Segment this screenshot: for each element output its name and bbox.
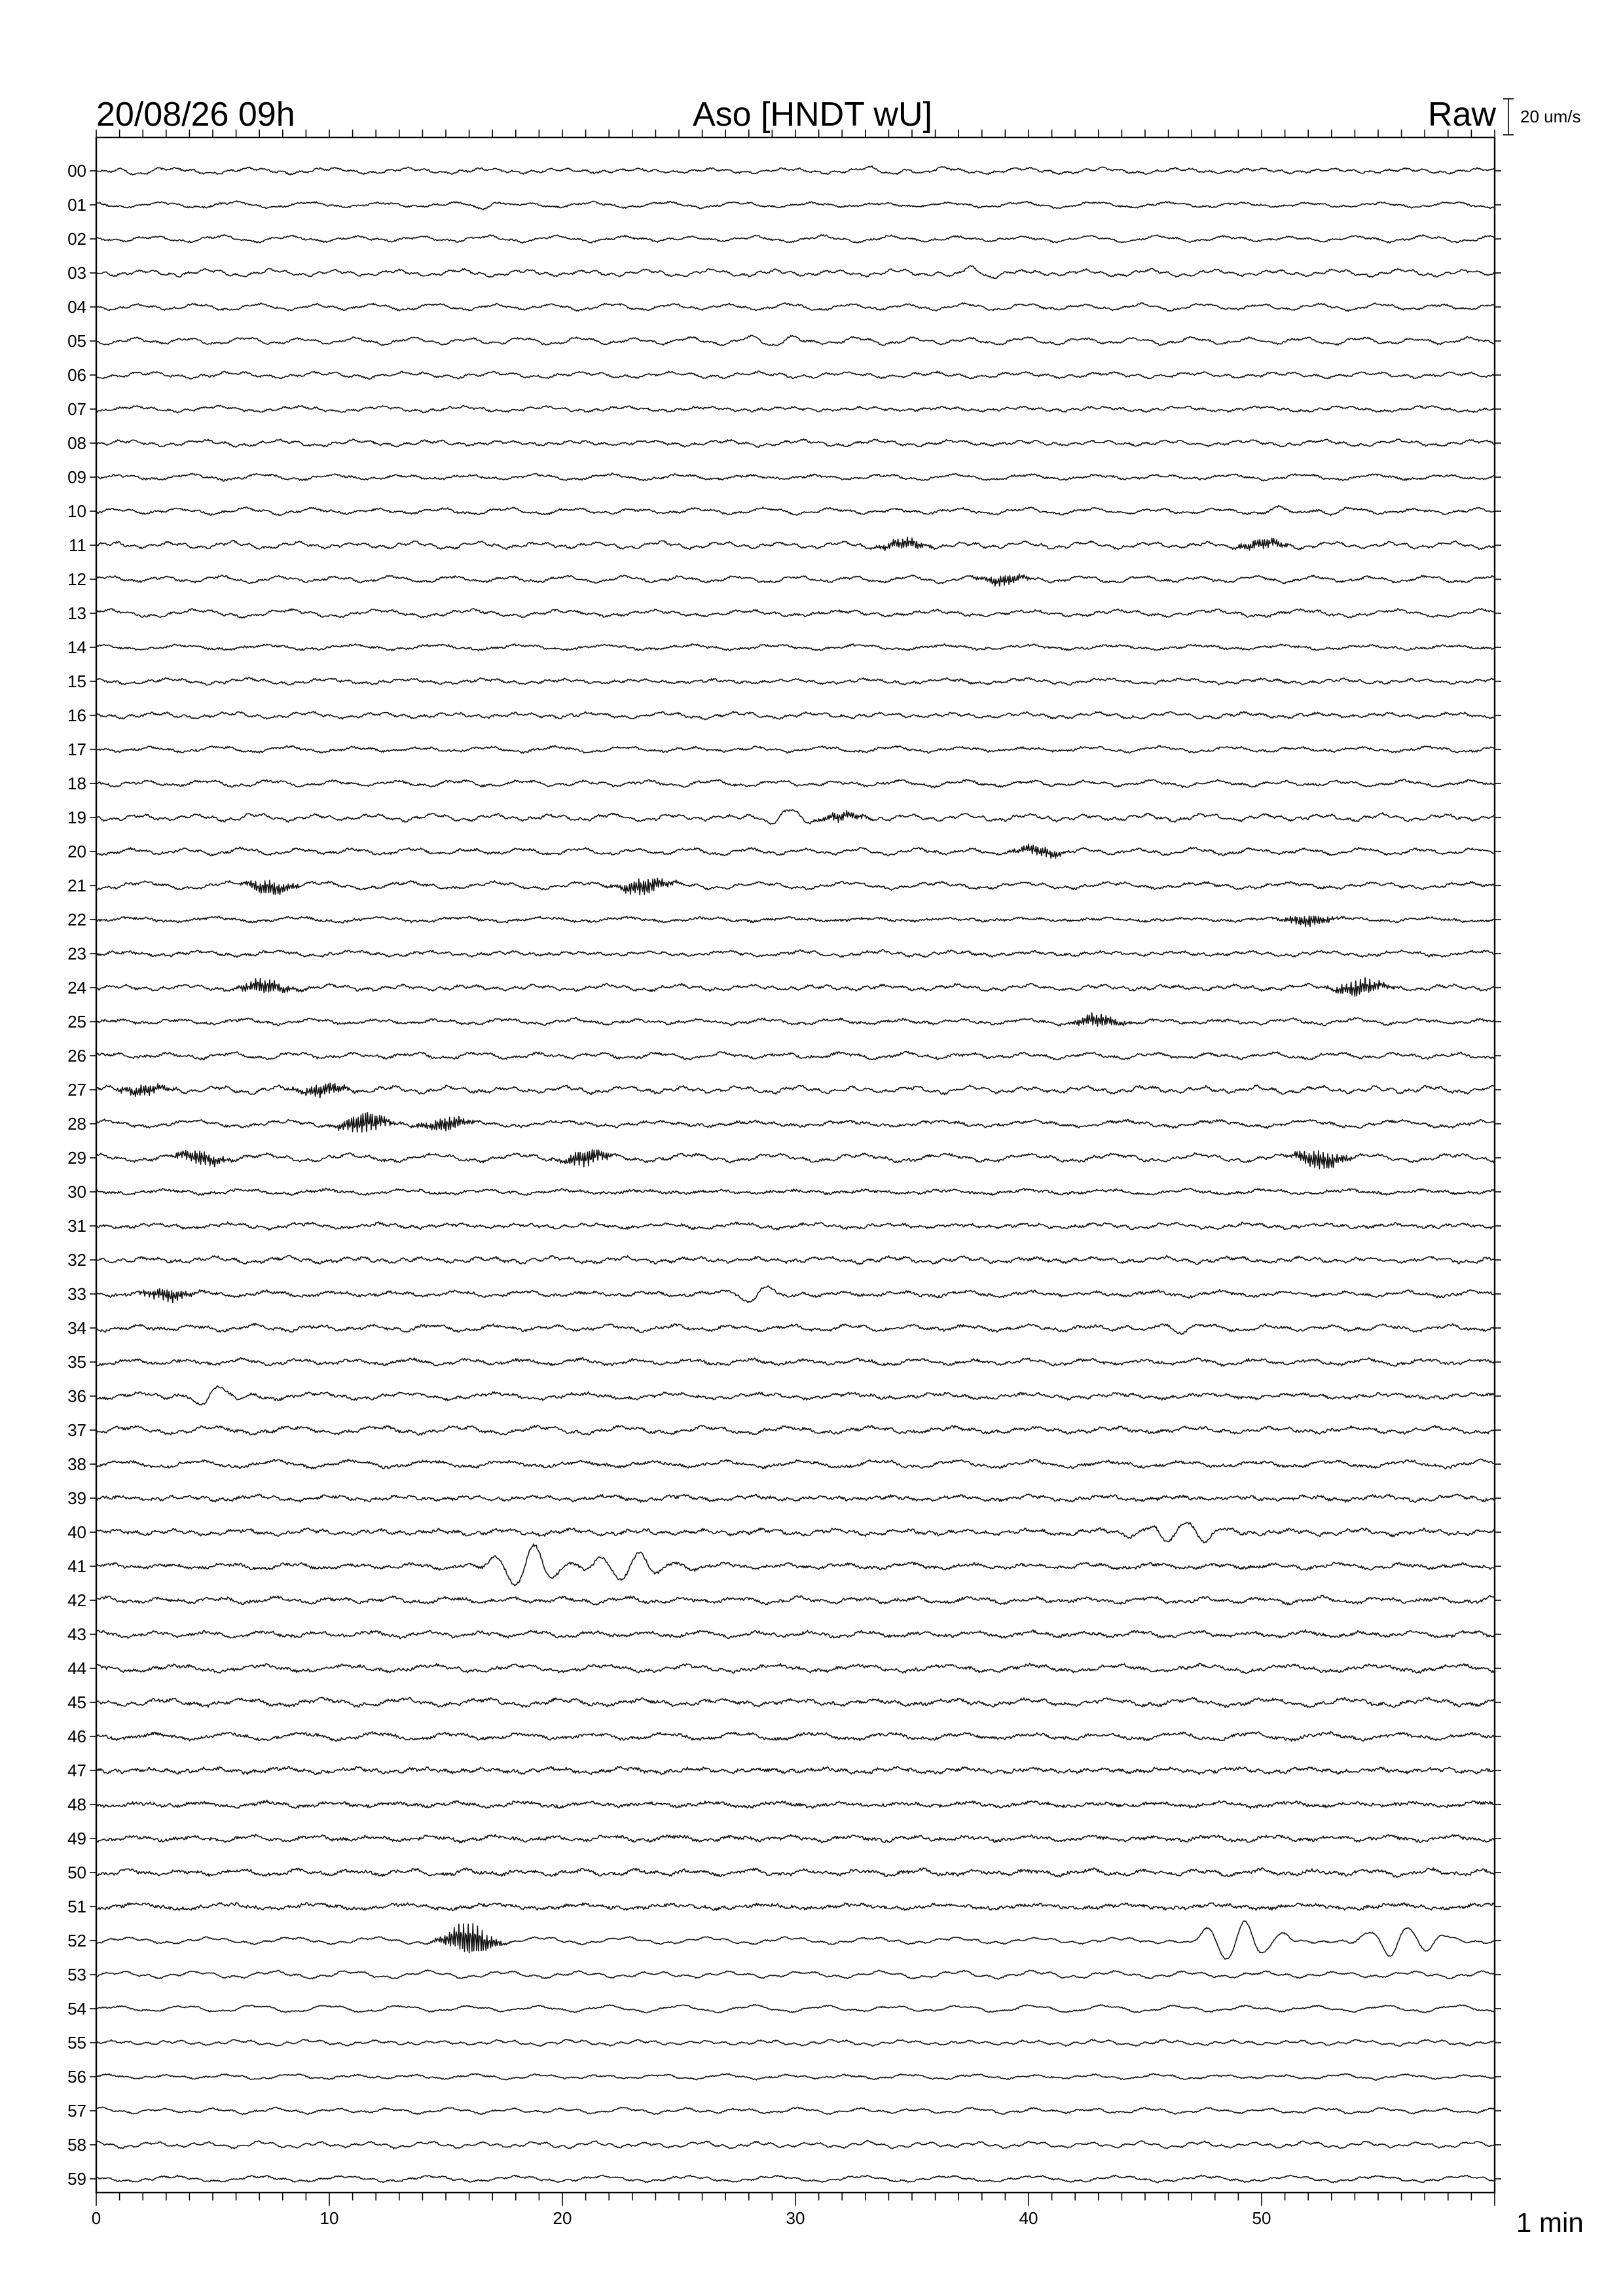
row-label: 20	[67, 842, 86, 861]
row-label: 17	[67, 740, 86, 759]
row-label: 08	[67, 433, 86, 453]
row-label: 27	[67, 1080, 86, 1100]
row-label: 21	[67, 876, 86, 895]
row-label: 14	[67, 637, 86, 657]
row-label: 59	[67, 2169, 86, 2189]
row-label: 39	[67, 1488, 86, 1508]
row-label: 38	[67, 1454, 86, 1474]
row-label: 44	[67, 1659, 86, 1678]
x-tick-label: 20	[553, 2208, 572, 2228]
row-label: 10	[67, 501, 86, 521]
row-label: 55	[67, 2033, 86, 2053]
row-label: 22	[67, 910, 86, 929]
row-label: 37	[67, 1420, 86, 1440]
row-label: 28	[67, 1114, 86, 1134]
row-label: 12	[67, 569, 86, 589]
row-label: 15	[67, 672, 86, 691]
row-label: 35	[67, 1352, 86, 1372]
row-label: 57	[67, 2101, 86, 2121]
row-label: 03	[67, 263, 86, 283]
row-label: 50	[67, 1863, 86, 1882]
row-label: 09	[67, 467, 86, 487]
row-label: 43	[67, 1624, 86, 1644]
row-label: 58	[67, 2135, 86, 2155]
row-label: 13	[67, 603, 86, 623]
chart-title: Aso [HNDT wU]	[693, 96, 932, 134]
row-label: 04	[67, 297, 86, 317]
row-label: 52	[67, 1931, 86, 1950]
top-minor-ticks	[96, 130, 1495, 137]
row-label: 34	[67, 1318, 86, 1338]
x-tick-label: 0	[91, 2208, 101, 2228]
chart-datetime: 20/08/26 09h	[96, 96, 295, 134]
row-label: 00	[67, 161, 86, 181]
row-label: 25	[67, 1012, 86, 1031]
row-label: 45	[67, 1693, 86, 1712]
x-tick-label: 30	[786, 2208, 805, 2228]
row-label: 51	[67, 1897, 86, 1916]
row-label: 16	[67, 706, 86, 725]
row-label: 05	[67, 331, 86, 351]
row-label: 53	[67, 1965, 86, 1984]
row-label: 56	[67, 2067, 86, 2087]
row-label: 48	[67, 1795, 86, 1814]
row-label: 24	[67, 978, 86, 997]
row-label: 33	[67, 1284, 86, 1304]
row-label: 47	[67, 1761, 86, 1780]
x-axis-label: 1 min	[1516, 2207, 1584, 2238]
row-label: 41	[67, 1556, 86, 1576]
row-label: 06	[67, 365, 86, 385]
row-label: 02	[67, 229, 86, 249]
scale-bar-label: 20 um/s	[1520, 107, 1581, 126]
x-tick-label: 50	[1252, 2208, 1271, 2228]
row-label: 07	[67, 399, 86, 419]
row-label: 42	[67, 1590, 86, 1610]
x-tick-label: 40	[1019, 2208, 1038, 2228]
row-label: 46	[67, 1727, 86, 1746]
row-label: 30	[67, 1182, 86, 1202]
row-label: 32	[67, 1250, 86, 1270]
row-label: 49	[67, 1829, 86, 1848]
row-label: 54	[67, 1999, 86, 2018]
row-label: 23	[67, 944, 86, 963]
row-label: 01	[67, 195, 86, 215]
row-label: 26	[67, 1046, 86, 1066]
row-label: 31	[67, 1216, 86, 1236]
row-label: 36	[67, 1386, 86, 1406]
chart-mode: Raw	[1427, 96, 1496, 134]
row-label: 29	[67, 1148, 86, 1168]
row-label: 11	[69, 535, 86, 555]
row-label: 18	[67, 774, 86, 793]
x-tick-label: 10	[319, 2208, 339, 2228]
row-label: 40	[67, 1522, 86, 1542]
row-label: 19	[67, 808, 86, 827]
